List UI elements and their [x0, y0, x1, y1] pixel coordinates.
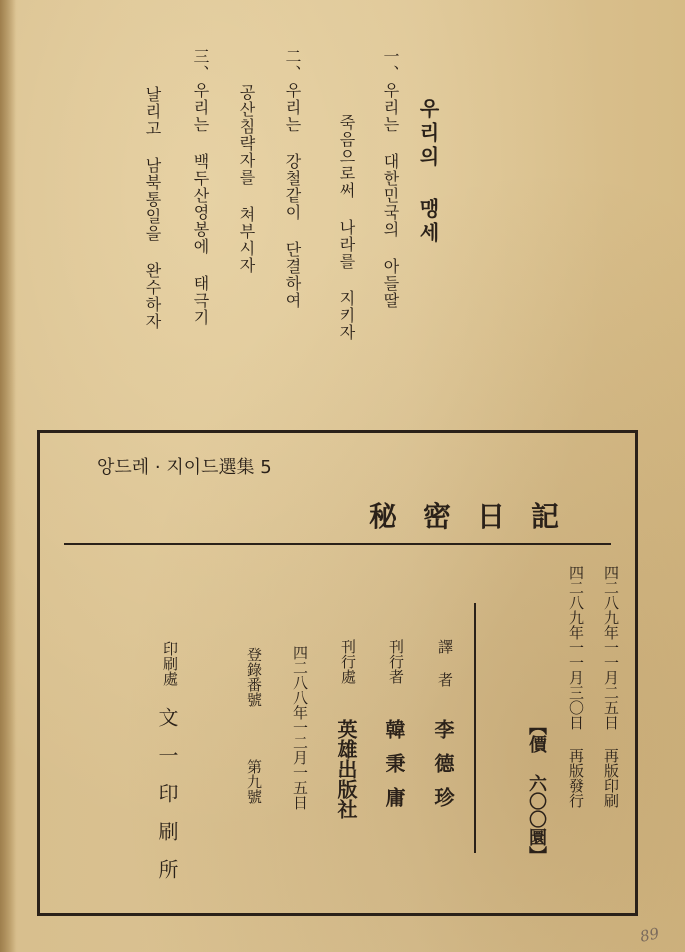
publisher-name: 韓秉庸 [382, 719, 406, 821]
pledge-item-2-line-2: 공산침략자를 쳐부시자 [237, 84, 256, 274]
registration-number: 第九號 [245, 759, 263, 804]
price: 【價 六〇〇圜】 [526, 717, 547, 864]
printer-name: 文一印刷所 [155, 707, 179, 897]
publishing-house-label: 刊行處 [339, 639, 357, 684]
colophon-box [37, 430, 638, 916]
issue-date: 四二八九年一一月三〇日 再版發行 [567, 565, 585, 808]
registration-date: 四二八八年一二月一五日 [291, 645, 309, 810]
pledge-item-3-line-2: 날리고 남북통일을 완수하자 [143, 86, 162, 330]
colophon-vertical-divider [474, 603, 476, 853]
pledge-item-1-line-1: 一、우리는 대한민국의 아들딸 [381, 48, 400, 309]
translator-label: 譯 者 [436, 639, 454, 687]
book-title: 秘密日記 [368, 500, 585, 533]
publishing-house-name: 英雄出版社 [334, 719, 358, 819]
series-title: 앙드레 · 지이드選集 5 [97, 457, 272, 478]
pledge-item-3-line-1: 三、우리는 백두산영봉에 태극기 [191, 48, 210, 326]
pledge-title: 우리의 맹세 [416, 98, 440, 246]
book-gutter-shadow [0, 0, 16, 952]
registration-label: 登錄番號 [245, 647, 263, 707]
translator-name: 李德珍 [431, 719, 455, 821]
pledge-item-2-line-1: 二、우리는 강철같이 단결하여 [283, 48, 302, 309]
page-number: 89 [638, 924, 661, 946]
printing-date: 四二八九年一一月二五日 再版印刷 [602, 565, 620, 808]
publisher-label: 刊行者 [387, 639, 405, 684]
colophon-divider [64, 543, 611, 545]
pledge-item-1-line-2: 죽음으로써 나라를 지키자 [337, 114, 356, 341]
printer-label: 印刷處 [161, 641, 179, 686]
